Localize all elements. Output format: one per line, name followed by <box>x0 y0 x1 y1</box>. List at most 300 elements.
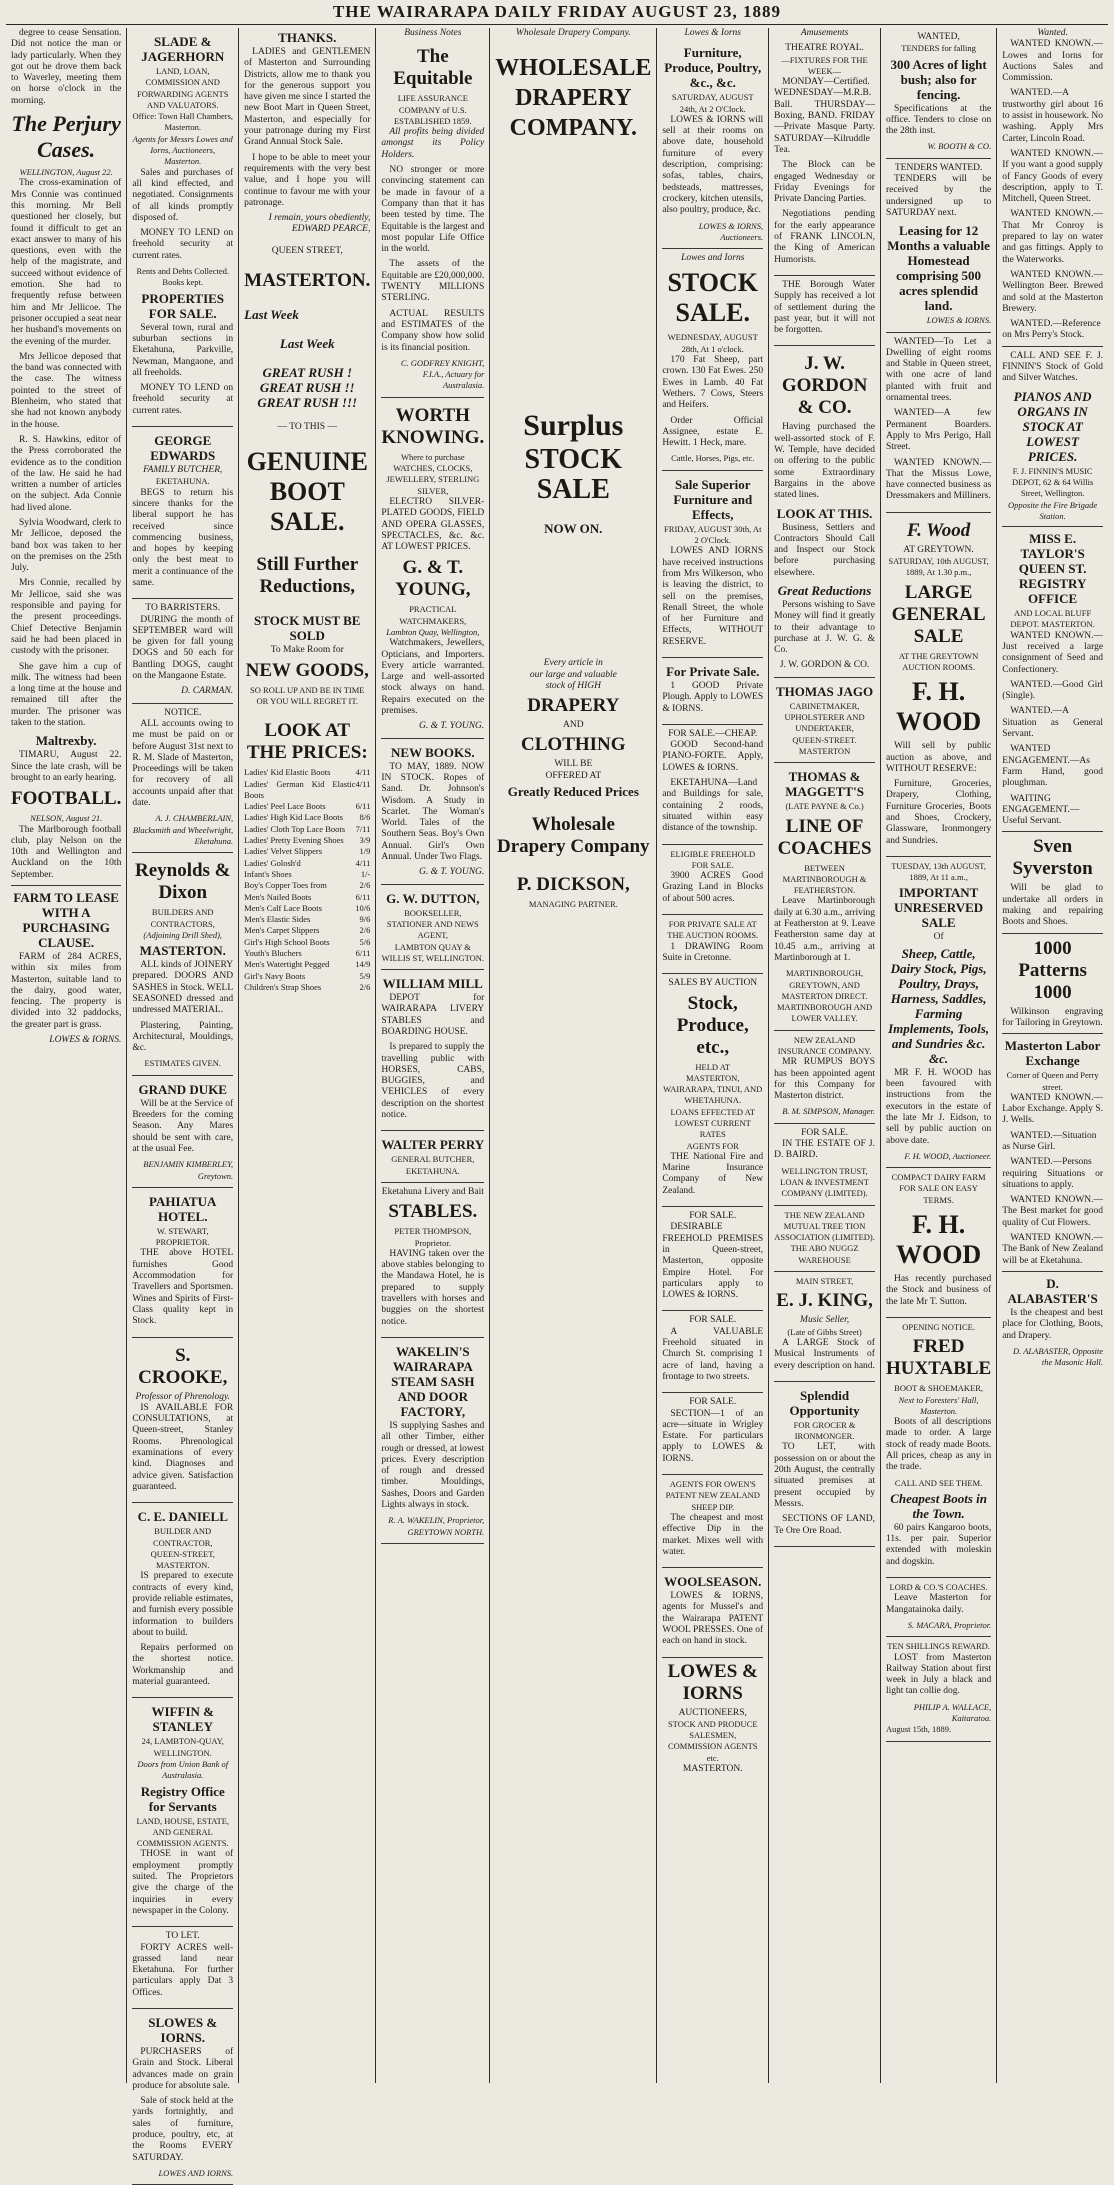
price-list <box>244 767 370 993</box>
price-row <box>244 801 370 812</box>
ad-headline: PIANOS AND ORGANS IN STOCK AT LOWEST PRICES. <box>1013 388 1092 464</box>
ad-title: TO LET. <box>165 1931 200 1942</box>
sub-heading: Maltrexby. <box>35 733 97 749</box>
price-value: 7/11 <box>355 823 371 834</box>
price-value: 14/9 <box>355 959 371 970</box>
ad-text: WANTED KNOWN.—The Best market for good quality of Cut Flowers. <box>1002 1195 1104 1228</box>
masthead: THE WAIRARAPA DAILY FRIDAY AUGUST 23, 1889 <box>6 0 1108 25</box>
ad-headline: WHOLESALE DRAPERY COMPANY. <box>495 55 652 142</box>
ad-for-sale-1 <box>662 1207 763 1311</box>
ad-huxtable <box>886 1318 991 1578</box>
ad-text: (Adjoining Drill Shed), <box>143 929 223 940</box>
ad-text: LAMBTON QUAY & WILLIS ST, WELLINGTON. <box>381 941 485 963</box>
ad-text: Boots of all descriptions made to order. A large stock of ready made Boots. All prices, cheap as any in the trade. <box>885 1417 992 1473</box>
ad-text: Opposite the Fire Brigade Station. <box>1008 499 1098 521</box>
article-heading: The Perjury Cases. <box>11 111 121 163</box>
ad-signature: W. BOOTH & CO. <box>927 141 992 152</box>
ad-text: Next to Foresters' Hall, Masterton. <box>898 1394 979 1416</box>
price-value: 2/6 <box>359 880 371 891</box>
ad-dairy-farm <box>886 1168 991 1318</box>
ad-coaches-lord <box>886 1578 991 1637</box>
ad-text: WANTED KNOWN.—Just received a large consignment of Seed and Confectionery. <box>1002 630 1104 675</box>
price-row <box>244 892 370 903</box>
ad-sheep-dip <box>662 1475 763 1568</box>
ad-title: 1000 Patterns 1000 <box>1018 937 1087 1003</box>
price-value: 8/6 <box>359 812 371 823</box>
columns <box>6 28 1108 2178</box>
ad-text: ALL kinds of JOINERY prepared. DOORS AND SASHES in Stock. WELL SEASONED dressed and undressed MATERIAL. <box>132 960 234 1016</box>
ad-text: AUCTIONEERS, <box>678 1707 747 1718</box>
ad-text: Is the cheapest and best place for Clothing, Boots, and Drapery. <box>1002 1307 1104 1341</box>
ad-text: MONEY TO LEND on freehold security at current rates. <box>132 383 234 416</box>
column-2 <box>127 28 239 2178</box>
price-value: 6/11 <box>355 801 371 812</box>
price-item: Ladies' Peel Lace Boots <box>244 801 326 812</box>
price-item: Ladies' Velvet Slippers <box>244 846 323 857</box>
ad-text: OFFERED AT <box>545 770 602 781</box>
ad-subtitle: PRACTICAL WATCHMAKERS, <box>399 604 467 626</box>
ad-subtitle: LIFE ASSURANCE COMPANY of U.S. <box>397 93 468 115</box>
ad-title: FOR SALE. <box>689 1397 737 1408</box>
ad-title: Eketahuna Livery and Bait <box>381 1186 484 1197</box>
price-value: 4/11 <box>355 767 371 778</box>
ad-text: SO ROLL UP AND BE IN TIME <box>250 684 365 695</box>
price-item: Men's Calf Lace Boots <box>244 902 322 913</box>
ad-signature: G. & T. YOUNG. <box>419 721 485 732</box>
ad-subtitle: SALES BY AUCTION <box>668 978 758 989</box>
ad-headline: STOCK SALE <box>524 444 623 506</box>
ad-text: Will be glad to undertake all orders in making and repairing Boots and Shoes. <box>1002 883 1104 928</box>
article-text: The cross-examination of Mrs Connie was continued this morning. Mr Bell questioned her closely, but found it difficult to get an exact answer to many of his questions, even with the help of the magistrate, and succeed without evidence of emotion. She had to frequently refuse between him and Mr Jellicoe. The prisoner occupied a seat near her husband's movements on the evening of the murder. <box>11 178 122 347</box>
ad-text: (Late of Gibbs Street) <box>787 1326 862 1337</box>
ad-equitable <box>381 39 484 397</box>
ad-text: SECTION—1 of an acre—situate in Wrigley Estate. For particulars apply to LOWES & IORNS. <box>662 1408 764 1464</box>
ad-text: Negotiations pending for the early appearance of FRANK LINCOLN, the King of American Humorists. <box>774 209 875 265</box>
ad-signature: P. DICKSON, <box>516 874 630 896</box>
ad-text: DURING the month of SEPTEMBER ward will be given for fall young DOGS and 50 each for Bantling DOGS, caught on the Mangaone Estate. <box>132 614 234 682</box>
ad-title: THOMAS JAGO <box>775 683 874 699</box>
ad-subtitle: FAMILY BUTCHER, <box>143 465 223 476</box>
ad-title: Sven Syverston <box>1012 836 1093 880</box>
price-value: 1/9 <box>359 846 371 857</box>
ad-text: THE Borough Water Supply has received a lot of settlement during the past year, but it will not be forgotten. <box>774 279 875 336</box>
ad-headline: NEW GOODS, <box>245 659 369 681</box>
ad-text: HELD AT <box>695 1061 731 1072</box>
ad-title: Registry Office for Servants <box>140 1783 225 1814</box>
ad-text: WANTED KNOWN.—Labor Exchange. Apply S. J. Wells. <box>1002 1092 1104 1126</box>
ad-text: Plastering, Painting, Architectural, Mouldings, &c. <box>132 1020 234 1054</box>
ad-subtitle: AT GREYTOWN. <box>903 544 974 555</box>
ad-subtitle: CABINETMAKER, UPHOLSTERER AND UNDERTAKER, <box>784 700 865 734</box>
price-item: Men's Carpet Slippers <box>244 925 320 936</box>
ad-title: Furniture, Produce, Poultry, &c., &c. <box>664 45 762 91</box>
price-item: Children's Strap Shoes <box>244 981 322 992</box>
ad-text: DEPOT for WAIRARAPA LIVERY STABLES and BOARDING HOUSE. <box>381 993 485 1037</box>
price-item: Men's Watertight Pegged <box>244 959 330 970</box>
ad-text: Wilkinson engraving for Tailoring in Greytown. <box>1002 1006 1104 1028</box>
ad-for-sale <box>774 1124 875 1206</box>
ad-text: IS AVAILABLE FOR CONSULTATIONS, at Queen-street, Stanley Rooms. Phrenological examinations of every kind. Diagnoses and advice given. Satisfaction guaranteed. <box>132 1402 234 1492</box>
price-row <box>244 835 370 846</box>
ad-subtitle: (LATE PAYNE & Co.) <box>785 801 864 812</box>
ad-edwards <box>132 427 233 599</box>
ad-text: THE above HOTEL furnishes Good Accommodation for Travellers and Sportsmen. Wines and Spirits of First-Class quality kept in Stock. <box>132 1248 234 1327</box>
ad-reward <box>886 1637 991 1741</box>
ad-text: MONEY TO LEND on freehold security at current rates. <box>132 228 234 261</box>
ad-signature: D. CARMAN. <box>181 686 234 697</box>
ad-headline: Still Further Reductions, <box>256 554 359 598</box>
ad-text: MASTERTON. <box>682 1764 743 1775</box>
ad-signature: R. A. WAKELIN, Proprietor, GREYTOWN NORTH. <box>388 1515 485 1537</box>
ad-daniell <box>132 1503 233 1698</box>
ad-text: Repairs performed on the shortest notice. Workmanship and material guaranteed. <box>132 1643 234 1688</box>
ad-text: To Make Room for <box>270 645 344 656</box>
ad-title: WOOLSEASON. <box>664 1574 762 1590</box>
ad-text: COMMISSION AGENTS etc. <box>667 1741 758 1763</box>
ad-for-sale-2 <box>662 1311 763 1393</box>
ad-text: our large and valuable <box>529 669 617 680</box>
ad-title: NEW ZEALAND INSURANCE COMPANY. <box>777 1034 872 1056</box>
ad-text: A VALUABLE Freehold situated in Church St. comprising 1 acre of land, having a frontage to two streets. <box>662 1326 764 1382</box>
section-heading: Wanted. <box>1037 28 1068 38</box>
ad-text: MARTINBOROUGH & FEATHERSTON. <box>782 873 867 896</box>
ad-headline: Wholesale Drapery Company <box>497 814 650 858</box>
ad-headline: DRAPERY <box>527 695 620 717</box>
ad-title: S. CROOKE, <box>138 1344 228 1388</box>
ad-text: THE National Fire and Marine Insurance Company of New Zealand. <box>662 1151 764 1196</box>
ad-title: G. & T. YOUNG, <box>395 557 471 601</box>
ad-text: Agents for Messrs Lowes and Iorns, Auctioneers, Masterton. <box>132 133 233 167</box>
ad-text: Furniture, Groceries, Drapery, Clothing, Furniture Groceries, Boots and Shoes, Crockery, Glassware, Ironmongery and Sundries. <box>885 779 992 846</box>
ad-headline: IMPORTANT UNRESERVED SALE <box>894 885 984 931</box>
ad-text: HAVING taken over the above stables belonging to the Mandawa Hotel, he is prepared to supply travellers with horses and buggies on the shortest notice. <box>381 1248 485 1327</box>
price-value: 3/9 <box>359 835 371 846</box>
ad-text: F. J. FINNIN'S MUSIC DEPOT, 62 & 64 Willis Street, Wellington. <box>1011 465 1094 499</box>
ad-title: FOR SALE.—CHEAP. <box>668 728 758 739</box>
price-item: Ladies' High Kid Lace Boots <box>244 812 343 823</box>
ad-subtitle: PETER THOMPSON, Proprietor. <box>394 1226 472 1248</box>
ad-title: STABLES. <box>388 1201 478 1223</box>
ad-text: LOWES AND IORNS have received instructions from Mrs Wilkerson, who is leaving the district, to sell on the premises, Renall Street, the whole of her Furniture and Effects, WITHOUT RESERVE. <box>662 546 764 647</box>
ad-title: PAHIATUA HOTEL. <box>149 1193 217 1224</box>
ad-title: WIFFIN & STANLEY <box>151 1704 214 1735</box>
ad-text: Will be at the Service of Breeders for the coming Season. Any Mares should be sent with care, at the usual Fee. <box>132 1098 234 1154</box>
ad-text: FORTY ACRES well-grassed land near Eketahuna. For further particulars apply Dat 3 Offices. <box>132 1942 234 1998</box>
ad-text: CALL AND SEE F. J. FINNIN'S Stock of Gold and Silver Watches. <box>1002 350 1104 384</box>
ad-text: WANTED KNOWN.—That Mr Conroy is prepared to lay on water and gas fittings. Apply to the Waterworks. <box>1002 209 1104 265</box>
ad-headline: LOOK AT THIS. <box>776 505 873 521</box>
ad-text: IS supplying Sashes and all other Timber, either rough or dressed, at lowest prices. Every description of rough and dressed timber. Mouldings, Sashes, Doors and Garden Lights always in stock. <box>381 1420 485 1511</box>
ad-text: MAIN STREET, <box>795 1276 854 1287</box>
price-value: 10/6 <box>355 902 371 913</box>
ad-headline: LARGE GENERAL SALE <box>891 581 986 647</box>
ad-title: SLADE & JAGERHORN <box>141 34 225 64</box>
price-value: 4/11 <box>355 778 371 789</box>
ad-text: 3900 ACRES Good Grazing Land in Blocks of about 500 acres. <box>662 871 764 904</box>
ad-text: AND <box>563 720 584 731</box>
price-row <box>244 779 370 802</box>
ad-date: SATURDAY, 10th AUGUST, 1889, At 1.30 p.m., <box>888 556 989 578</box>
price-row <box>244 982 370 993</box>
price-row <box>244 812 370 823</box>
column-5 <box>490 28 657 2083</box>
ad-headline: LOOK AT THE PRICES: <box>246 720 368 764</box>
ad-text: CALL AND SEE THEM. <box>894 1477 983 1488</box>
ad-text: Is prepared to supply the travelling public with HORSES, CABS, BUGGIES, and VEHICLES of every description on the shortest notice. <box>381 1042 485 1121</box>
ad-text: WANTED KNOWN.—Wellington Beer. Brewed and sold at the Masterton Brewery. <box>1002 269 1104 314</box>
ad-title: THOMAS & MAGGETT'S <box>785 769 864 800</box>
column-3 <box>239 28 376 2083</box>
article-text: R. S. Hawkins, editor of the Press corroborated the evidence as to the condition of the law. He said he had written a number of articles on the subject. Ada Connie had lived alone. <box>11 434 122 513</box>
ad-text: QUEEN-STREET. MASTERTON <box>792 734 857 756</box>
ad-new-books <box>381 739 484 885</box>
ad-superior-furniture <box>662 471 763 658</box>
ad-sales-by-auction <box>662 974 763 1207</box>
ad-text: Order Official Assignee, estate E. Hewitt. 1 Heck, mare. <box>662 415 764 449</box>
ad-subtitle: GENERAL BUTCHER, <box>391 1154 475 1165</box>
ad-stock-sale <box>662 249 763 471</box>
ad-private-sale <box>662 658 763 725</box>
ad-text: 1 DRAWING Room Suite in Cretonne. <box>662 941 764 963</box>
ad-grand-duke <box>132 1076 233 1188</box>
ad-signature: LOWES AND IORNS. <box>158 2167 234 2178</box>
ad-to-let <box>132 1927 233 2009</box>
ad-wakelin <box>381 1338 484 1544</box>
price-row <box>244 869 370 880</box>
ad-title: The Equitable <box>393 46 473 90</box>
ad-text: I hope to be able to meet your requirements with the very best value, and I hope you will continue to favour me with your patronage. <box>244 152 371 208</box>
ad-text: NO stronger or more convincing statement can be made in favour of a Company than that it has been tested by time. The Equitable is the largest and most popular Life Office in the world. <box>381 165 485 255</box>
price-item: Girl's High School Boots <box>244 936 330 947</box>
ad-title: STOCK SALE. <box>667 268 759 328</box>
ad-title: G. W. DUTTON, <box>386 890 480 906</box>
price-value: 1/- <box>360 868 371 879</box>
ad-text: WILL BE <box>554 759 593 770</box>
price-item: Ladies' Pretty Evening Shoes <box>244 835 344 846</box>
ad-text: EKETAHUNA—Land and Buildings for sale, containing 2 roods, situated within easy distance of the township. <box>662 778 764 834</box>
ad-text: NOW ON. <box>544 521 603 537</box>
ad-wanted-list <box>886 333 991 513</box>
ad-subtitle: Professor of Phrenology. <box>135 1391 231 1402</box>
ad-title: J. W. GORDON & CO. <box>781 353 868 419</box>
ad-text: PURCHASERS of Grain and Stock. Liberal advances made on grain produce for absolute sale. <box>132 2047 234 2091</box>
ad-title: WORTH KNOWING. <box>381 404 485 448</box>
ad-tenders-2 <box>886 159 991 333</box>
price-item: Girl's Navy Boots <box>244 970 306 981</box>
ad-tenders <box>886 28 991 159</box>
ad-signature: LOWES & IORNS, Auctioneers. <box>698 220 764 242</box>
price-value: 2/6 <box>359 925 371 936</box>
ad-signature: S. MACARA, Proprietor. <box>907 1619 992 1630</box>
ad-text: Persons wishing to Save Money will find it greatly to their advantage to purchase at J. W. G. & Co. <box>774 599 875 656</box>
ad-text: WANTED KNOWN.—If you want a good supply of Fancy Goods of every description, apply to T. Mitchell, Queen Street. <box>1002 148 1104 205</box>
ad-headline: Sheep, Cattle, Dairy Stock, Pigs, Poultry, Drays, Harness, Saddles, Farming Implements, Tools, and Sundries &c. &c. <box>888 945 990 1066</box>
ad-title: COMPACT DAIRY FARM FOR SALE ON EASY TERMS. <box>891 1172 986 1205</box>
ad-headline: GREAT RUSH ! GREAT RUSH !! GREAT RUSH !!! <box>257 365 358 411</box>
ad-worth-knowing <box>381 398 484 739</box>
ad-subtitle: BUILDER AND CONTRACTOR, <box>152 1526 213 1548</box>
ad-text: Lambton Quay, Wellington, <box>386 626 480 637</box>
section-heading: Amusements <box>800 28 849 38</box>
ad-text: WANTED KNOWN.—The Bank of New Zealand will be at Eketahuna. <box>1002 1233 1104 1266</box>
ad-text: LOANS EFFECTED AT LOWEST CURRENT RATES <box>670 1106 756 1140</box>
ad-headline: Surplus <box>523 409 624 443</box>
ad-town: MASTERTON. <box>244 270 371 292</box>
ad-text: 60 pairs Kangaroo boots, 11s. per pair. Superior extended with moleskin and dogskin. <box>885 1522 992 1567</box>
ad-date: WEDNESDAY, AUGUST 28th, At 1 o'clock. <box>667 332 758 354</box>
ad-text: TO MAY, 1889. NOW IN STOCK. Ropes of Sand. Dr. Johnson's Wisdom. A Study in Scarlet. The Woman's World. Tales of the Southern Seas. Boy's Own Annual. Girl's Own Annual. Under Two Flags. <box>381 761 485 863</box>
ad-text: WANTED ENGAGEMENT.—As Farm Hand, good ploughman. <box>1002 744 1104 789</box>
ad-title: Reynolds & Dixon <box>134 860 231 904</box>
price-row <box>244 937 370 948</box>
ad-text: 170 Fat Sheep, part crown. 130 Fat Ewes. 250 Ewes in Lamb. 40 Fat Wethers. 7 Cows, Steers and Heifers. <box>662 355 764 411</box>
ad-title: THANKS. <box>278 30 337 45</box>
dateline: NELSON, August 21. <box>30 813 103 824</box>
ad-text: MARTINBOROUGH AND LOWER VALLEY. <box>777 1002 873 1024</box>
ad-title: PROPERTIES FOR SALE. <box>141 290 225 321</box>
ad-text: IN THE ESTATE OF J. D. BAIRD. <box>774 1139 875 1161</box>
ad-text: WANTED.—Situation as Nurse Girl. <box>1002 1130 1097 1152</box>
ad-subtitle: OPENING NOTICE. <box>902 1321 975 1332</box>
ad-text: WANTED.—Persons requiring Situations or situations to apply. <box>1002 1157 1104 1190</box>
ad-text: ELECTRO SILVER-PLATED GOODS, FIELD AND OPERA GLASSES, SPECTACLES, &c. &c. AT LOWEST PRICES. <box>381 496 485 553</box>
ad-text: Office: Town Hall Chambers, Masterton. <box>132 111 234 133</box>
ad-text: DESIRABLE FREEHOLD PREMISES in Queen-street, Masterton, opposite Empire Hotel. For particulars apply to LOWES & IORNS. <box>662 1222 764 1301</box>
ad-text: WANTED.—Reference on Mrs Perry's Stock. <box>1002 319 1101 341</box>
ad-text: Every article in <box>543 658 603 669</box>
ad-water <box>774 276 875 346</box>
ad-subtitle: BOOT & SHOEMAKER, <box>894 1383 984 1394</box>
ad-subtitle: FOR GROCER & IRONMONGER. <box>793 1419 856 1442</box>
ad-text: Cattle, Horses, Pigs, etc. <box>671 453 755 464</box>
price-row <box>244 846 370 857</box>
ad-headline: Leasing for 12 Months a valuable Homestead comprising 500 acres splendid land. <box>887 223 990 314</box>
ad-text: ESTIMATES GIVEN. <box>144 1058 221 1069</box>
ad-gordon <box>774 346 875 677</box>
column-6 <box>657 28 769 2083</box>
ad-text: Will sell by public auction as above, and WITHOUT RESERVE: <box>885 741 992 774</box>
ad-text: 24, LAMBTON-QUAY, WELLINGTON. <box>141 1736 224 1758</box>
price-value: 5/6 <box>359 936 371 947</box>
ad-text: stock of HIGH <box>545 680 601 691</box>
ad-title: F. H. WOOD <box>895 1210 982 1270</box>
ad-address: QUEEN STREET, <box>271 245 343 256</box>
price-row <box>244 971 370 982</box>
ad-signature: J. W. GORDON & CO. <box>779 660 870 671</box>
ad-text: MR F. H. WOOD has been favoured with instructions from the executors in the estate of the late Mr J. Eidson, to sell by public auction on above date. <box>885 1067 992 1146</box>
ad-signature: F. H. WOOD, Auctioneer. <box>904 1150 992 1161</box>
ad-text: Rents and Debts Collected. Books kept. <box>136 266 230 288</box>
ad-title: FOR SALE. <box>689 1315 737 1326</box>
ad-text: Sales and purchases of all kind effected, and negotiated. Consignments of all kinds promptly disposed of. <box>132 167 234 223</box>
ad-text: WANTED KNOWN.—Lowes and Iorns for Auctions Sales and Commission. <box>1002 39 1104 84</box>
ad-text: Watchmakers, Jewellers, Opticians, and Importers. Every article warranted. Large and well-assorted stock always on hand. Repairs executed on the premises. <box>381 638 485 717</box>
ad-signature: I remain, yours obediently, EDWARD PEARCE, <box>268 213 371 235</box>
ad-text: Last Week <box>244 307 299 323</box>
ad-title: E. J. KING, <box>776 1290 873 1312</box>
ad-text: WAITING ENGAGEMENT.—Useful Servant. <box>1002 793 1080 827</box>
ad-text: TENDERS will be received by the undersigned up to SATURDAY next. <box>885 174 992 218</box>
ad-notice <box>132 704 233 854</box>
price-item: Ladies' Kid Elastic Boots <box>244 767 331 778</box>
price-value: 5/9 <box>359 970 371 981</box>
price-item: Ladies' German Kid Elastic Boots <box>244 778 356 800</box>
ad-headline: GENUINE BOOT SALE. <box>246 447 368 537</box>
price-value: 9/6 <box>359 914 371 925</box>
ad-pahiatua-hotel <box>132 1188 233 1338</box>
price-row <box>244 914 370 925</box>
ad-reynolds <box>132 853 233 1076</box>
ad-text: MASTERTON, WAIRARAPA, TINUI, AND WHETAHUNA. <box>663 1072 763 1106</box>
ad-signature: LOWES & IORNS. <box>926 315 992 326</box>
section-heading: Lowes & Iorns <box>684 28 741 38</box>
ad-text: WANTED.—A trustworthy girl about 16 to assist in housework. No washing. Apply Mrs Carter, Lincoln Road. <box>1002 88 1104 144</box>
ad-unreserved-sale <box>886 857 991 1168</box>
article-text: Mrs Jellicoe deposed that the band was connected with the case. The witness pointed to the street of Blenheim, who stated that she had not known anybody in the house. <box>11 351 122 430</box>
price-value: 6/11 <box>355 891 371 902</box>
ad-subtitle: Corner of Queen and Perry street. <box>1006 1070 1099 1092</box>
ad-headline: CLOTHING <box>521 734 626 756</box>
price-row <box>244 903 370 914</box>
ad-signature: D. ALABASTER, Opposite the Masonic Hall. <box>1012 1345 1104 1368</box>
ad-title: THEATRE ROYAL. <box>785 43 864 54</box>
ad-title: WILLIAM MILL <box>382 976 483 992</box>
ad-text: ALL accounts owing to me must be paid on or before August 31st next to R. M. Slade of Masterton, Proceedings will be taken for recovery of all accounts unpaid after that date. <box>132 718 234 809</box>
ad-furniture-produce <box>662 39 763 249</box>
ad-subtitle: TENDERS for falling <box>901 43 976 54</box>
ad-text: GOOD Second-hand PIANO-FORTE. Apply, LOWES & IORNS. <box>662 740 764 773</box>
ad-date: August 15th, 1889. <box>885 1724 952 1735</box>
ad-text: TO LET, with possession on or about the 20th August, the centrally situated premises at present occupied by Messrs. <box>774 1442 875 1509</box>
price-item: Ladies' Cloth Top Lace Boots <box>244 823 346 834</box>
ad-text: Of <box>933 932 944 943</box>
ad-title: D. ALABASTER'S <box>1007 1275 1098 1306</box>
ad-text: STOCK MUST BE SOLD <box>254 613 361 644</box>
ad-title: FRED HUXTABLE <box>885 1336 992 1380</box>
ad-title: For Private Sale. <box>666 663 760 679</box>
ad-title: LORD & CO.'S COACHES. <box>889 1582 988 1593</box>
ad-title: ELIGIBLE FREEHOLD FOR SALE. <box>670 848 756 870</box>
price-value: 6/11 <box>355 947 371 958</box>
ad-wool-season <box>662 1568 763 1657</box>
ad-text: — TO THIS — <box>277 422 337 433</box>
ad-text: WANTED KNOWN.—That the Missus Lowe, have connected business as Dressmakers and Milliners. <box>885 457 992 502</box>
ad-subtitle: LAND, HOUSE, ESTATE, AND GENERAL COMMISSION AGENTS. <box>136 1815 230 1849</box>
ad-text: 1 GOOD Private Plough. Apply to LOWES & IORNS. <box>662 680 764 714</box>
ad-text: EKETAHUNA. <box>155 476 210 487</box>
ad-william-mill <box>381 970 484 1131</box>
article-text: The Marlborough football club, play Nelson on the 10th and Wellington and Auckland on the 10th September. <box>11 824 122 880</box>
ad-text: Specifications at the office. Tenders to close on the 28th inst. <box>885 103 992 137</box>
ad-signature: C. GODFREY KNIGHT, F.I.A., Actuary for Australasia. <box>400 357 485 391</box>
ad-text: LOWES & IORNS, agents for Mussel's and the Wairarapa PATENT WOOL PRESSES. One of each on hand in stock. <box>662 1591 764 1647</box>
ad-title: WANTED, <box>917 32 960 42</box>
sub-heading: FOOTBALL. <box>11 788 122 810</box>
ad-title: NEW BOOKS. <box>391 744 475 760</box>
ad-text: Has recently purchased the Stock and business of the late Mr T. Sutton. <box>885 1274 992 1307</box>
ad-text: The assets of the Equitable are £20,000,000. TWENTY MILLIONS STERLING. <box>381 259 485 304</box>
ad-text: MASTERTON. <box>139 943 226 959</box>
article-text: Mrs Connie, recalled by Mr Jellicoe, said she was responsible and paying for the present proceedings. Chief Detective Benjamin said he had been placed in custody with the prisoner. <box>11 578 122 657</box>
ad-text: WANTED—A few Permanent Boarders. Apply to Mrs Perigo, Hall Street. <box>885 408 992 453</box>
ad-title: Splendid Opportunity <box>789 1387 860 1418</box>
ad-title: MISS E. TAYLOR'S QUEEN ST. REGISTRY OFFICE <box>1018 531 1087 607</box>
ad-subtitle: W. STEWART, PROPRIETOR. <box>155 1225 210 1248</box>
ad-title: THE NEW ZEALAND MUTUAL TREE TION ASSOCIATION (LIMITED). <box>774 1209 875 1243</box>
ad-title: NOTICE. <box>164 707 202 718</box>
ad-text: STOCK AND PRODUCE SALESMEN, <box>667 1718 758 1741</box>
price-row <box>244 948 370 959</box>
